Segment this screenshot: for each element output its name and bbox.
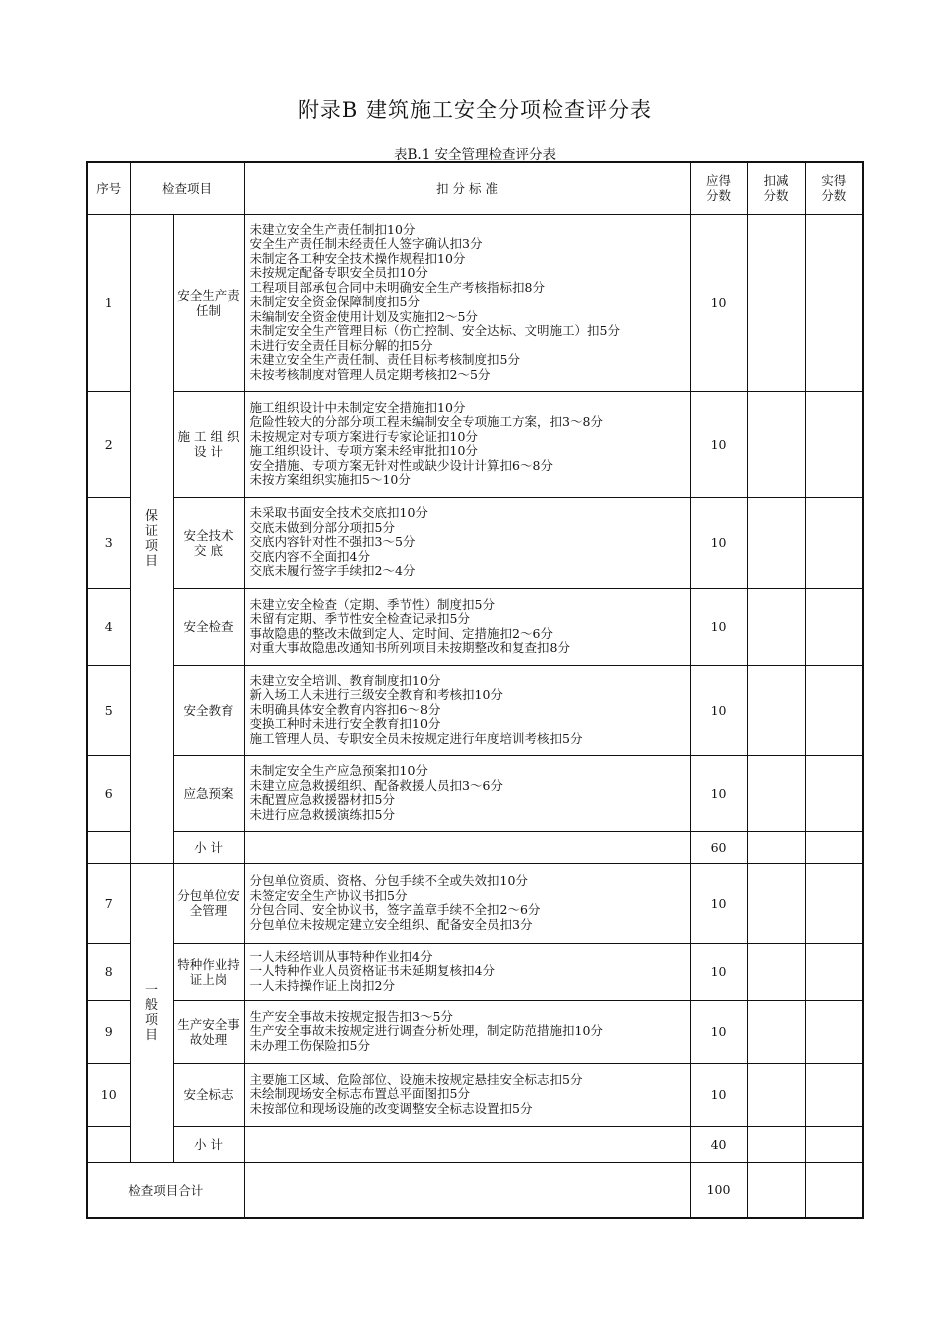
row-criteria: 未制定安全生产应急预案扣10分 未建立应急救援组织、配备救援人员扣3～6分 未配置应急救援器材扣5分 未进行应急救援演练扣5分: [244, 755, 690, 831]
row-deduct-cell[interactable]: [747, 943, 805, 1000]
row-no: 5: [87, 665, 130, 755]
table-row: [87, 214, 863, 391]
score-table: [86, 161, 864, 1219]
row-item-name: 生产安全事故处理: [173, 1000, 244, 1063]
total-row: [87, 1162, 863, 1218]
row-no: 3: [87, 497, 130, 588]
row-no: 8: [87, 943, 130, 1000]
row-due-score: 10: [690, 497, 747, 588]
row-actual-cell[interactable]: [805, 665, 863, 755]
total-actual-cell[interactable]: [805, 1162, 863, 1218]
row-due-score: 10: [690, 588, 747, 665]
subtotal-deduct-cell[interactable]: [747, 831, 805, 863]
row-criteria: 未建立安全生产责任制扣10分 安全生产责任制未经责任人签字确认扣3分 未制定各工种安全技术操作规程扣10分 未按规定配备专职安全员扣10分 工程项目部承包合同中未明确安全生产考核指标扣8分 未制定安全资金保障制度扣5分 未编制安全资金使用计划及实施扣2～5分 未制定安全生产管理目标（伤亡控制、安全达标、文明施工）扣5分 未进行安全责任目标分解的扣5分 未建立安全生产责任制、责任目标考核制度扣5分 未按考核制度对管理人员定期考核扣2～5分: [244, 214, 690, 391]
table-row: [87, 943, 863, 1000]
row-item-name: 特种作业持证上岗: [173, 943, 244, 1000]
row-deduct-cell[interactable]: [747, 588, 805, 665]
row-actual-cell[interactable]: [805, 214, 863, 391]
row-criteria: 分包单位资质、资格、分包手续不全或失效扣10分 未签定安全生产协议书扣5分 分包合同、安全协议书，签字盖章手续不全扣2～6分 分包单位未按规定建立安全组织、配备安全员扣3分: [244, 863, 690, 943]
total-criteria-cell: [244, 1162, 690, 1218]
header-no: 序号: [87, 162, 130, 214]
row-criteria: 未采取书面安全技术交底扣10分 交底未做到分部分项扣5分 交底内容针对性不强扣3～5分 交底内容不全面扣4分 交底未履行签字手续扣2～4分: [244, 497, 690, 588]
row-deduct-cell[interactable]: [747, 665, 805, 755]
row-criteria: 施工组织设计中未制定安全措施扣10分 危险性较大的分部分项工程未编制安全专项施工方案，扣3～8分 未按规定对专项方案进行专家论证扣10分 施工组织设计、专项方案未经审批扣10分 安全措施、专项方案无针对性或缺少设计计算扣6～8分 未按方案组织实施扣5～10分: [244, 391, 690, 497]
row-deduct-cell[interactable]: [747, 497, 805, 588]
row-criteria: 主要施工区域、危险部位、设施未按规定悬挂安全标志扣5分 未绘制现场安全标志布置总平面图扣5分 未按部位和现场设施的改变调整安全标志设置扣5分: [244, 1063, 690, 1126]
subtotal-deduct-cell[interactable]: [747, 1126, 805, 1162]
table-row: [87, 755, 863, 831]
row-actual-cell[interactable]: [805, 755, 863, 831]
row-item-name: 安全教育: [173, 665, 244, 755]
row-item-name: 应急预案: [173, 755, 244, 831]
row-no: 7: [87, 863, 130, 943]
row-item-name: 施 工 组 织 设 计: [173, 391, 244, 497]
row-actual-cell[interactable]: [805, 1063, 863, 1126]
total-score: 100: [690, 1162, 747, 1218]
subtotal-actual-cell[interactable]: [805, 831, 863, 863]
row-deduct-cell[interactable]: [747, 755, 805, 831]
total-deduct-cell[interactable]: [747, 1162, 805, 1218]
table-caption: 表B.1 安全管理检查评分表: [393, 147, 557, 163]
group-guarantee: 保证项目: [130, 214, 173, 863]
row-deduct-cell[interactable]: [747, 391, 805, 497]
subtotal-score: 40: [690, 1126, 747, 1162]
row-item-name: 安全技术 交 底: [173, 497, 244, 588]
header-row: [87, 162, 863, 214]
header-deduct: 扣减分数: [747, 162, 805, 214]
row-deduct-cell[interactable]: [747, 863, 805, 943]
subtotal-no-cell: [87, 1126, 130, 1162]
row-no: 4: [87, 588, 130, 665]
row-due-score: 10: [690, 943, 747, 1000]
row-item-name: 安全生产责任制: [173, 214, 244, 391]
subtotal-row: [87, 1126, 863, 1162]
subtotal-score: 60: [690, 831, 747, 863]
row-due-score: 10: [690, 391, 747, 497]
row-no: 10: [87, 1063, 130, 1126]
row-item-name: 安全标志: [173, 1063, 244, 1126]
page-title: 附录B 建筑施工安全分项检查评分表: [297, 98, 653, 122]
group-general: 一般项目: [130, 863, 173, 1162]
header-criteria: 扣 分 标 准: [244, 162, 690, 214]
row-due-score: 10: [690, 1000, 747, 1063]
row-item-name: 安全检查: [173, 588, 244, 665]
subtotal-label: 小 计: [173, 1126, 244, 1162]
row-deduct-cell[interactable]: [747, 1063, 805, 1126]
subtotal-criteria-cell: [244, 831, 690, 863]
table-row: [87, 1000, 863, 1063]
row-actual-cell[interactable]: [805, 1000, 863, 1063]
row-no: 1: [87, 214, 130, 391]
row-no: 9: [87, 1000, 130, 1063]
subtotal-label: 小 计: [173, 831, 244, 863]
row-criteria: 一人未经培训从事特种作业扣4分 一人特种作业人员资格证书未延期复核扣4分 一人未持操作证上岗扣2分: [244, 943, 690, 1000]
table-row: [87, 1063, 863, 1126]
row-actual-cell[interactable]: [805, 863, 863, 943]
row-due-score: 10: [690, 863, 747, 943]
row-due-score: 10: [690, 665, 747, 755]
table-row: [87, 665, 863, 755]
row-deduct-cell[interactable]: [747, 1000, 805, 1063]
table-row: [87, 863, 863, 943]
row-due-score: 10: [690, 755, 747, 831]
row-due-score: 10: [690, 1063, 747, 1126]
table-row: [87, 588, 863, 665]
row-item-name: 分包单位安全管理: [173, 863, 244, 943]
table-row: [87, 391, 863, 497]
header-due: 应得分数: [690, 162, 747, 214]
subtotal-no-cell: [87, 831, 130, 863]
total-label: 检查项目合计: [87, 1162, 244, 1218]
row-criteria: 生产安全事故未按规定报告扣3～5分 生产安全事故未按规定进行调查分析处理，制定防范措施扣10分 未办理工伤保险扣5分: [244, 1000, 690, 1063]
row-no: 6: [87, 755, 130, 831]
row-deduct-cell[interactable]: [747, 214, 805, 391]
row-no: 2: [87, 391, 130, 497]
row-criteria: 未建立安全培训、教育制度扣10分 新入场工人未进行三级安全教育和考核扣10分 未明确具体安全教育内容扣6～8分 变换工种时未进行安全教育扣10分 施工管理人员、专职安全员未按规定进行年度培训考核扣5分: [244, 665, 690, 755]
row-actual-cell[interactable]: [805, 588, 863, 665]
subtotal-actual-cell[interactable]: [805, 1126, 863, 1162]
row-actual-cell[interactable]: [805, 391, 863, 497]
row-actual-cell[interactable]: [805, 497, 863, 588]
row-actual-cell[interactable]: [805, 943, 863, 1000]
subtotal-row: [87, 831, 863, 863]
subtotal-criteria-cell: [244, 1126, 690, 1162]
header-actual: 实得分数: [805, 162, 863, 214]
row-due-score: 10: [690, 214, 747, 391]
row-criteria: 未建立安全检查（定期、季节性）制度扣5分 未留有定期、季节性安全检查记录扣5分 事故隐患的整改未做到定人、定时间、定措施扣2～6分 对重大事故隐患改通知书所列项目未按期整改和复查扣8分: [244, 588, 690, 665]
table-row: [87, 497, 863, 588]
header-item: 检查项目: [130, 162, 244, 214]
